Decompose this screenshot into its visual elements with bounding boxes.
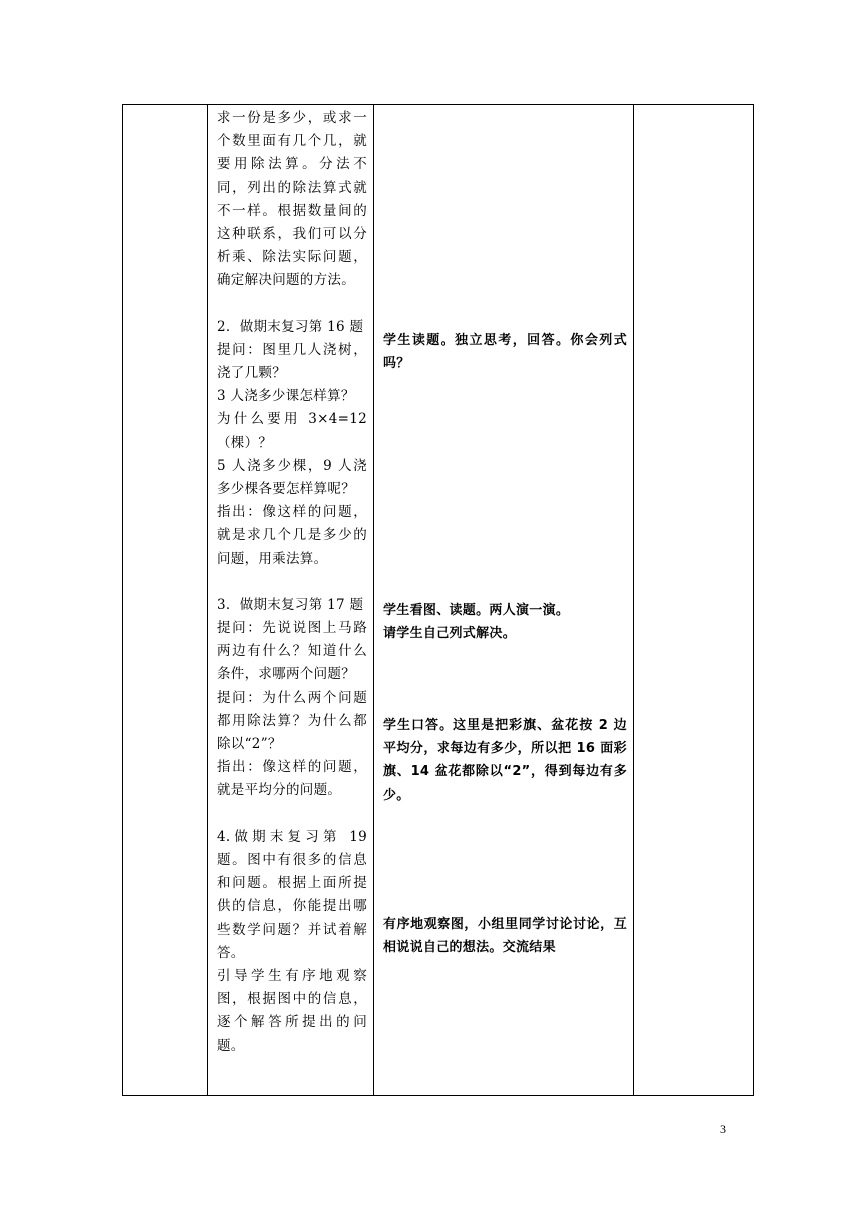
teacher-question: 提问：先说说图上马路两边有什么？知道什么条件，求哪两个问题？ bbox=[217, 620, 367, 683]
teacher-note: 指出：像这样的问题，就是平均分的问题。 bbox=[217, 759, 367, 799]
teacher-note: 引导学生有序地观察图，根据图中的信息，逐个解答所提出的问题。 bbox=[217, 967, 367, 1054]
student-response: 学生口答。这里是把彩旗、盆花按 2 边平均分，求每边有多少，所以把 16 面彩旗、14 盆花都除以“2”，得到每边有多少。 bbox=[383, 718, 627, 803]
column-divider bbox=[207, 105, 208, 1095]
teacher-question: 5 人浇多少棵，9 人浇多少棵各要怎样算呢？ bbox=[217, 457, 367, 498]
exercise-heading: 4.做期末复习第 19 题。图中有很多的信息和问题。根据上面所提供的信息，你能提出哪些数学问题？并试着解答。 bbox=[217, 828, 367, 961]
student-response: 学生看图、读题。两人演一演。 bbox=[383, 603, 570, 618]
page-number: 3 bbox=[720, 1122, 726, 1136]
teacher-question: 3 人浇多少课怎样算？ bbox=[217, 388, 355, 405]
column-divider bbox=[373, 105, 374, 1095]
teacher-question: 为什么要用 3×4=12（棵）？ bbox=[217, 411, 367, 451]
teacher-question: 提问：为什么两个问题都用除法算？为什么都除以“2”？ bbox=[217, 689, 367, 753]
exercise-heading: 2．做期末复习第 16 题 bbox=[217, 318, 364, 335]
teacher-question: 提问：图里几人浇树，浇了几颗？ bbox=[217, 341, 367, 382]
student-response: 学生读题。独立思考，回答。你会列式吗？ bbox=[383, 333, 627, 372]
student-response: 请学生自己列式解决。 bbox=[383, 626, 517, 641]
column-divider bbox=[633, 105, 634, 1095]
exercise-heading: 3．做期末复习第 17 题 bbox=[217, 596, 364, 613]
student-response: 有序地观察图，小组里同学讨论讨论，互相说说自己的想法。交流结果 bbox=[383, 917, 627, 956]
lesson-table bbox=[122, 104, 754, 1096]
teacher-note: 指出：像这样的问题，就是求几个几是多少的问题，用乘法算。 bbox=[217, 504, 367, 567]
teacher-paragraph: 求一份是多少，或求一个数里面有几个几，就要用除法算。分法不同，列出的除法算式就不一样。根据数量间的这种联系，我们可以分析乘、除法实际问题，确定解决问题的方法。 bbox=[217, 110, 367, 289]
teacher-activity-column bbox=[209, 105, 373, 1058]
